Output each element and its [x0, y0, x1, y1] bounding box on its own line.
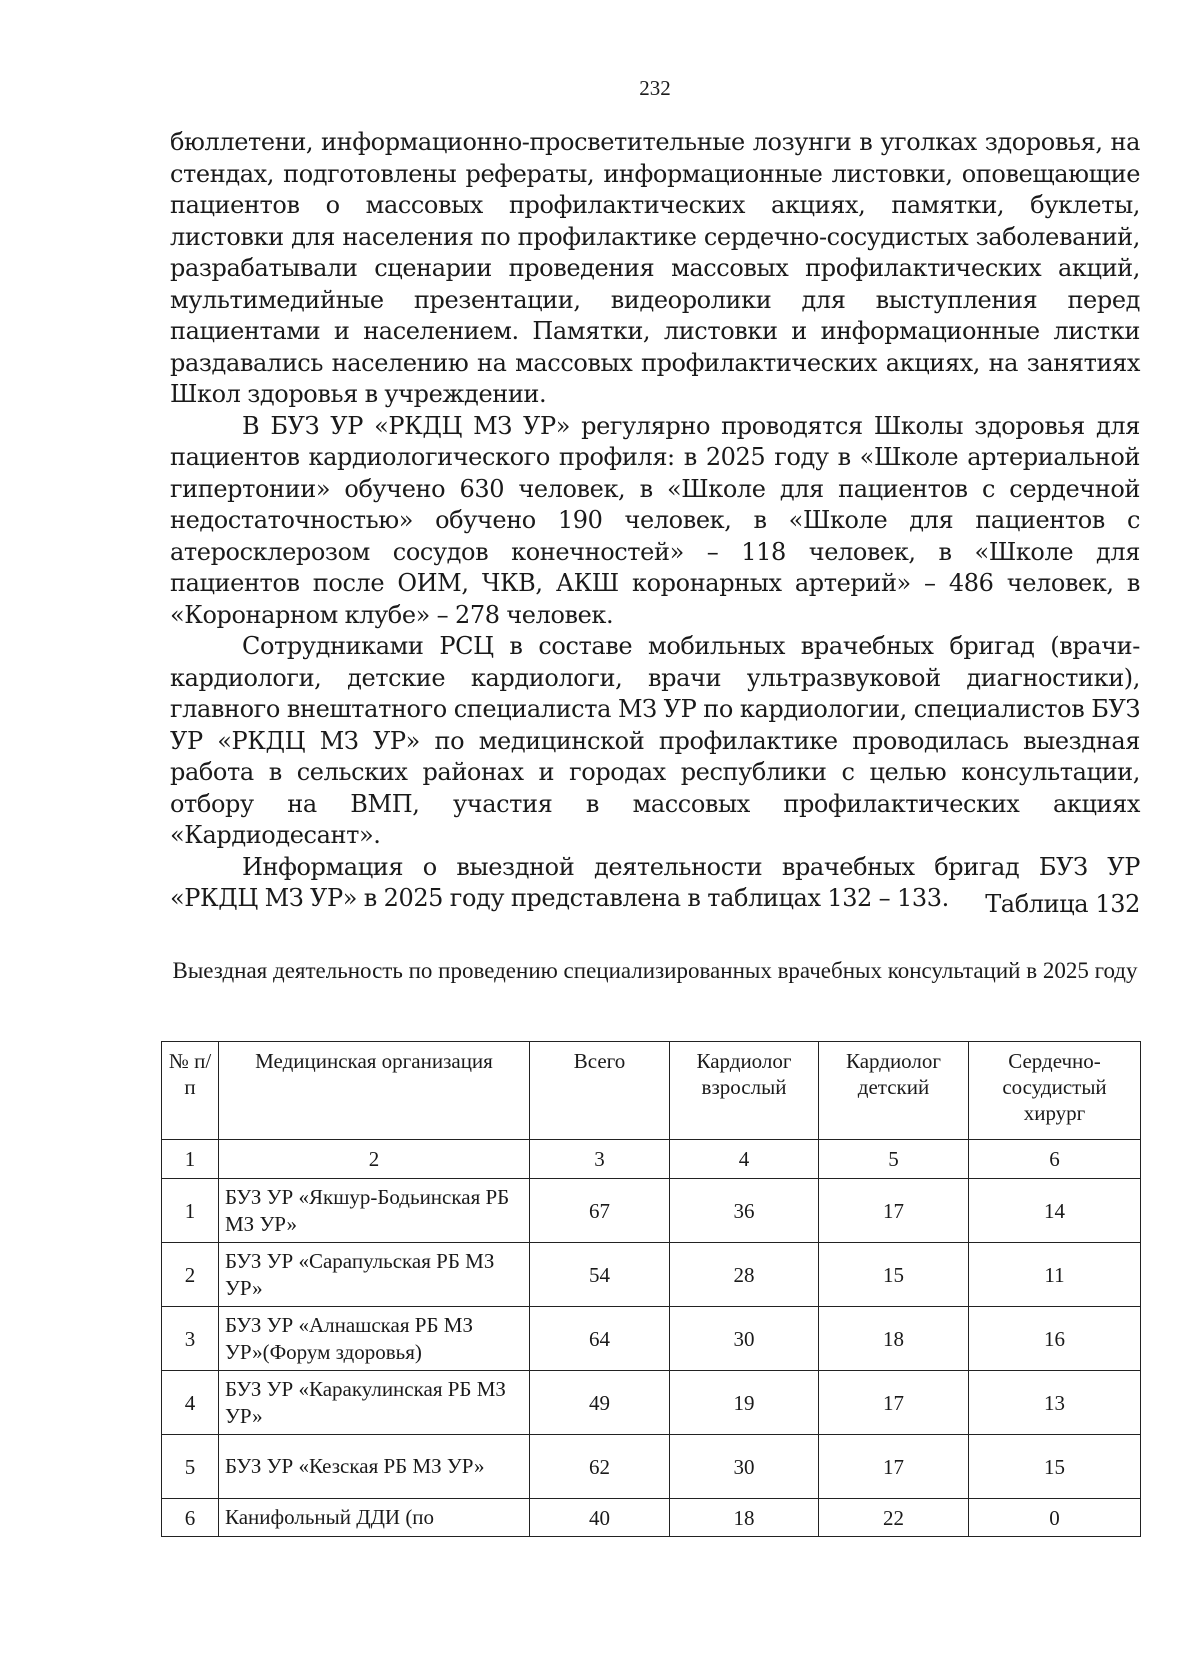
surgeon-cell: 0	[969, 1499, 1141, 1537]
page-number: 232	[639, 76, 671, 100]
organization-cell: БУЗ УР «Якшур-Бодьинская РБ МЗ УР»	[219, 1179, 530, 1243]
adult-cardiologist-cell: 30	[670, 1307, 819, 1371]
table-title: Выездная деятельность по проведению специализированных врачебных консультаций в 2025 году	[172, 958, 1138, 983]
adult-cardiologist-cell: 28	[670, 1243, 819, 1307]
table-row	[162, 1499, 1141, 1537]
organization-cell: БУЗ УР «Сарапульская РБ МЗ УР»	[219, 1243, 530, 1307]
column-header: Всего	[530, 1042, 670, 1140]
adult-cardiologist-cell: 18	[670, 1499, 819, 1537]
row-number: 3	[162, 1307, 219, 1371]
row-number: 2	[162, 1243, 219, 1307]
child-cardiologist-cell: 15	[819, 1243, 969, 1307]
paragraph: Сотрудниками РСЦ в составе мобильных врачебных бригад (врачи-кардиологи, детские кардиологи, врачи ультразвуковой диагностики), главного внештатного специалиста МЗ УР по кардиологии, специалистов БУЗ УР «РКДЦ МЗ УР» по медицинской профилактике проводилась выездная работа в сельских районах и городах республики с целью консультации, отбору на ВМП, участия в массовых профилактических акциях «Кардиодесант».	[170, 632, 1140, 849]
column-number: 2	[219, 1140, 530, 1179]
surgeon-cell: 14	[969, 1179, 1141, 1243]
paragraph: бюллетени, информационно-просветительные лозунги в уголках здоровья, на стендах, подготовлены рефераты, информационные листовки, оповещающие пациентов о массовых профилактических акциях, памятки, буклеты, листовки для населения по профилактике сердечно-сосудистых заболеваний, разрабатывали сценарии проведения массовых профилактических акций, мультимедийные презентации, видеоролики для выступления перед пациентами и населением. Памятки, листовки и информационные листки раздавались населению на массовых профилактических акциях, на занятиях Школ здоровья в учреждении.	[170, 128, 1140, 408]
table-row	[162, 1307, 1141, 1371]
column-header: Медицинская организация	[219, 1042, 530, 1140]
column-header: Кардиолог взрослый	[670, 1042, 819, 1140]
total-cell: 62	[530, 1435, 670, 1499]
table-header-row	[162, 1042, 1141, 1140]
column-header: № п/п	[162, 1042, 219, 1140]
total-cell: 54	[530, 1243, 670, 1307]
column-header: Кардиолог детский	[819, 1042, 969, 1140]
adult-cardiologist-cell: 30	[670, 1435, 819, 1499]
surgeon-cell: 16	[969, 1307, 1141, 1371]
table-row	[162, 1435, 1141, 1499]
total-cell: 64	[530, 1307, 670, 1371]
column-number-row	[162, 1140, 1141, 1179]
total-cell: 40	[530, 1499, 670, 1537]
column-number: 4	[670, 1140, 819, 1179]
organization-cell: Канифольный ДДИ (по	[219, 1499, 530, 1537]
table-row	[162, 1179, 1141, 1243]
column-number: 3	[530, 1140, 670, 1179]
child-cardiologist-cell: 17	[819, 1371, 969, 1435]
paragraph: В БУЗ УР «РКДЦ МЗ УР» регулярно проводятся Школы здоровья для пациентов кардиологического профиля: в 2025 году в «Школе артериальной гипертонии» обучено 630 человек, в «Школе для пациентов с сердечной недостаточностью» обучено 190 человек, в «Школе для пациентов с атеросклерозом сосудов конечностей» – 118 человек, в «Школе для пациентов после ОИМ, ЧКВ, АКШ коронарных артерий» – 486 человек, в «Коронарном клубе» – 278 человек.	[170, 411, 1140, 629]
child-cardiologist-cell: 17	[819, 1179, 969, 1243]
column-number: 5	[819, 1140, 969, 1179]
surgeon-cell: 13	[969, 1371, 1141, 1435]
total-cell: 67	[530, 1179, 670, 1243]
body-text	[170, 127, 1140, 915]
child-cardiologist-cell: 18	[819, 1307, 969, 1371]
child-cardiologist-cell: 22	[819, 1499, 969, 1537]
table-row	[162, 1243, 1141, 1307]
total-cell: 49	[530, 1371, 670, 1435]
organization-cell: БУЗ УР «Кезская РБ МЗ УР»	[219, 1435, 530, 1499]
surgeon-cell: 15	[969, 1435, 1141, 1499]
row-number: 4	[162, 1371, 219, 1435]
adult-cardiologist-cell: 19	[670, 1371, 819, 1435]
adult-cardiologist-cell: 36	[670, 1179, 819, 1243]
organization-cell: БУЗ УР «Алнашская РБ МЗ УР»(Форум здоровья)	[219, 1307, 530, 1371]
table-label: Таблица 132	[985, 890, 1140, 918]
row-number: 5	[162, 1435, 219, 1499]
table-row	[162, 1371, 1141, 1435]
column-number: 1	[162, 1140, 219, 1179]
data-table	[161, 1041, 1141, 1537]
organization-cell: БУЗ УР «Каракулинская РБ МЗ УР»	[219, 1371, 530, 1435]
column-number: 6	[969, 1140, 1141, 1179]
row-number: 6	[162, 1499, 219, 1537]
paragraph: Информация о выездной деятельности врачебных бригад БУЗ УР «РКДЦ МЗ УР» в 2025 году представлена в таблицах 132 – 133.	[170, 852, 1140, 912]
row-number: 1	[162, 1179, 219, 1243]
child-cardiologist-cell: 17	[819, 1435, 969, 1499]
surgeon-cell: 11	[969, 1243, 1141, 1307]
column-header: Сердечно-сосудистый хирург	[969, 1042, 1141, 1140]
